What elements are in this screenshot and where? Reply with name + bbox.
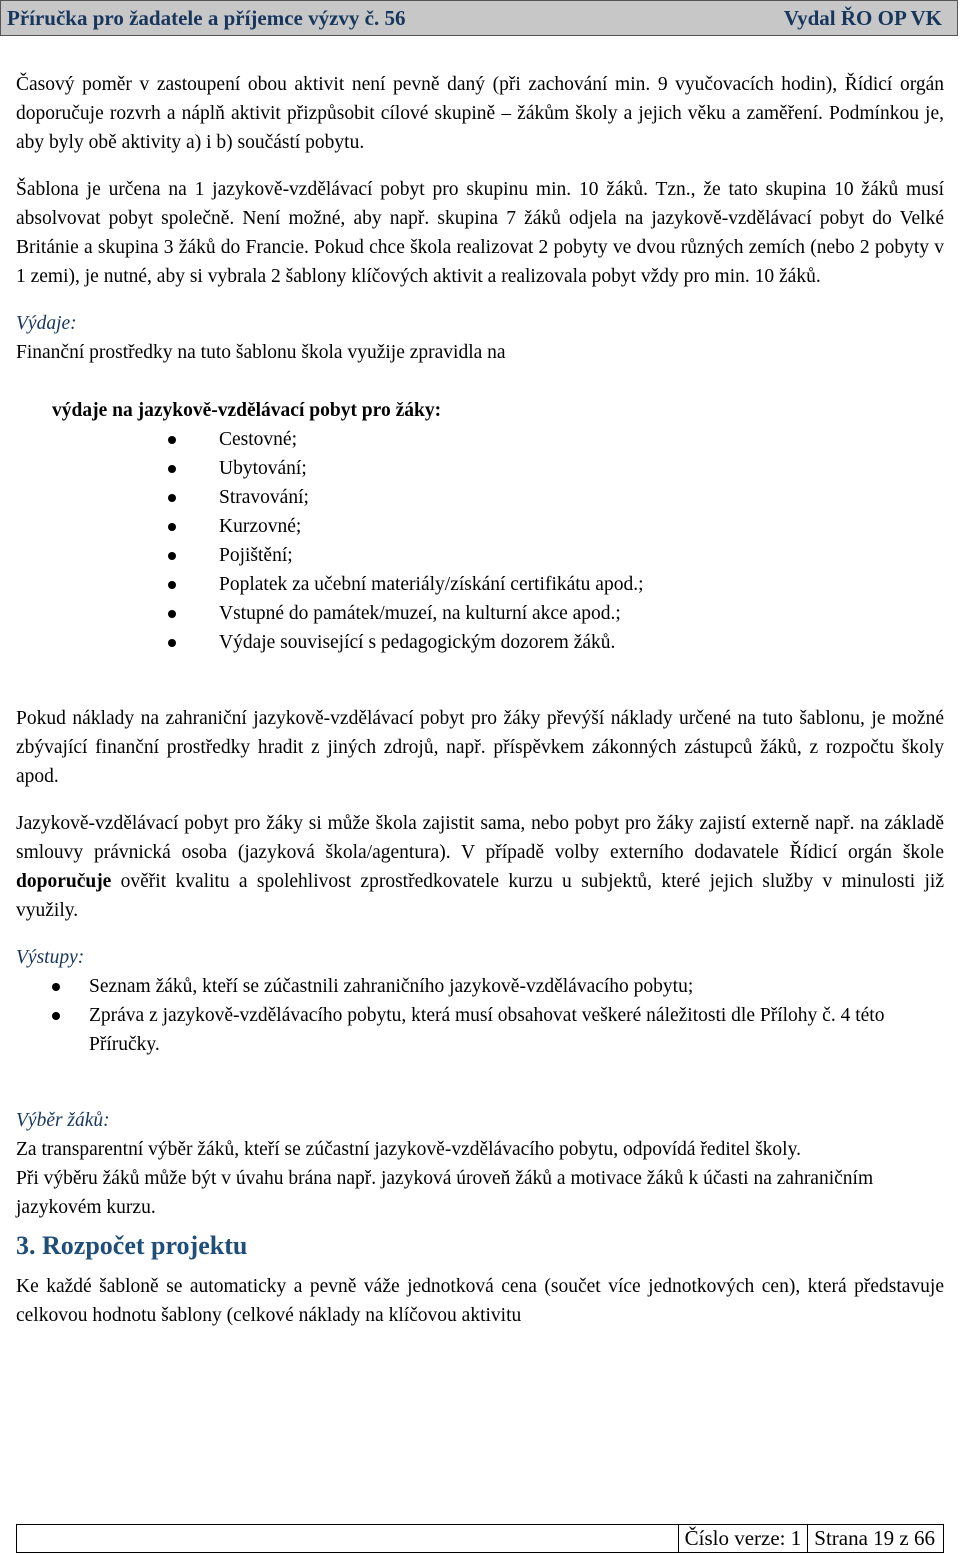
list-item: Cestovné; (16, 425, 944, 454)
list-item: Kurzovné; (16, 512, 944, 541)
page-number: Strana 19 z 66 (807, 1525, 943, 1552)
list-item: Výdaje související s pedagogickým dozorem žáků. (16, 628, 944, 657)
list-item: Seznam žáků, kteří se zúčastnili zahraničního jazykově-vzdělávacího pobytu; (16, 972, 944, 1001)
paragraph-budget: Ke každé šabloně se automaticky a pevně váže jednotková cena (součet více jednotkových cen), která představuje celkovou hodnotu šablony (celkové náklady na klíčovou aktivitu (16, 1276, 944, 1326)
document-body (16, 70, 944, 1330)
paragraph-time-ratio: Časový poměr v zastoupení obou aktivit není pevně daný (při zachování min. 9 vyučovacích hodin), Řídicí orgán doporučuje rozvrh a náplň aktivit přizpůsobit cílové skupině – žákům školy a jejich věku a zaměření. Podmínkou je, aby byly obě aktivity a) i b) součástí pobytu. (16, 74, 944, 153)
heading-vydaje: Výdaje: (16, 313, 77, 334)
paragraph-selection-criteria: Při výběru žáků může být v úvahu brána např. jazyková úroveň žáků a motivace žáků k účasti na zahraničním jazykovém kurzu. (16, 1168, 874, 1218)
list-item: Stravování; (16, 483, 944, 512)
list-item: Vstupné do památek/muzeí, na kulturní akce apod.; (16, 599, 944, 628)
paragraph-template-group: Šablona je určena na 1 jazykově-vzdělávací pobyt pro skupinu min. 10 žáků. Tzn., že tato skupina 10 žáků musí absolvovat pobyt společně. Není možné, aby např. skupina 7 žáků odjela na jazykově-vzdělávací pobyt do Velké Británie a skupina 3 žáků do Francie. Pokud chce škola realizovat 2 pobyty ve dvou různých zemích (nebo 2 pobyty v 1 zemi), je nutné, aby si vybrala 2 šablony klíčových aktivit a realizovala pobyt vždy pro min. 10 žáků. (16, 179, 944, 287)
heading-vyber: Výběr žáků: (16, 1110, 110, 1131)
version-number: Číslo verze: 1 (678, 1525, 808, 1552)
paragraph-extra-costs: Pokud náklady na zahraniční jazykově-vzdělávací pobyt pro žáky převýší náklady určené na tuto šablonu, je možné zbývající finanční prostředky hradit z jiných zdrojů, např. příspěvkem zákonných zástupců žáků, z rozpočtu školy apod. (16, 708, 944, 787)
list-item: Zpráva z jazykově-vzdělávacího pobytu, která musí obsahovat veškeré náležitosti dle Přílohy č. 4 této Příručky. (16, 1001, 944, 1059)
paragraph-provider: Jazykově-vzdělávací pobyt pro žáky si může škola zajistit sama, nebo pobyt pro žáky zajistí externě např. na základě smlouvy právnická osoba (jazyková škola/agentura). V případě volby externího dodavatele Řídicí orgán škole doporučuje ověřit kvalitu a spolehlivost zprostředkovatele kurzu u subjektů, které jejich služby v minulosti již využily. (16, 813, 944, 921)
paragraph-selection: Za transparentní výběr žáků, kteří se zúčastní jazykově-vzdělávacího pobytu, odpovídá ředitel školy. (16, 1139, 801, 1160)
list-item: Pojištění; (16, 541, 944, 570)
expenses-list (16, 425, 944, 657)
page-header (0, 0, 958, 36)
heading-vystupy: Výstupy: (16, 947, 85, 968)
header-publisher: Vydal ŘO OP VK (783, 5, 942, 30)
paragraph-funds: Finanční prostředky na tuto šablonu škola využije zpravidla na (16, 342, 506, 363)
list-item: Poplatek za učební materiály/získání certifikátu apod.; (16, 570, 944, 599)
page-footer (16, 1524, 944, 1553)
header-title: Příručka pro žadatele a příjemce výzvy č. 56 (7, 5, 406, 30)
outputs-list (16, 972, 944, 1059)
list-item: Ubytování; (16, 454, 944, 483)
section-heading: 3. Rozpočet projektu (16, 1231, 248, 1260)
expenses-title: výdaje na jazykově-vzdělávací pobyt pro žáky: (52, 400, 442, 421)
